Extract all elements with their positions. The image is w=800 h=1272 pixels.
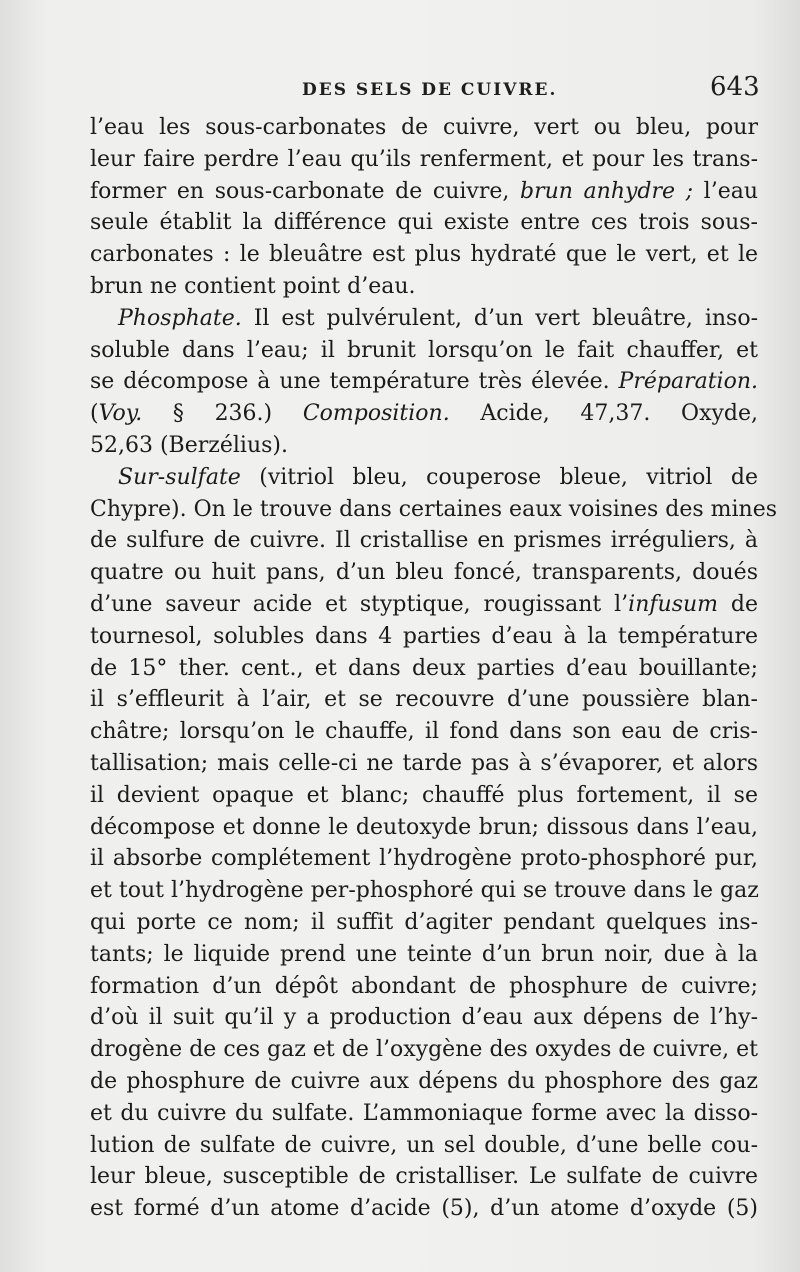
text-run: quatre ou huit pans, d’un bleu foncé, transparents, doués (90, 560, 758, 586)
text-line (90, 748, 758, 780)
text-run: tants; le liquide prend une teinte d’un brun noir, due à la (90, 941, 758, 967)
text-run: décompose et donne le deutoxyde brun; dissous dans l’eau, (90, 814, 758, 840)
body-text (90, 112, 778, 1225)
italic-run: Préparation. (618, 369, 758, 395)
text-line (90, 684, 758, 716)
text-line (90, 1002, 758, 1034)
text-line (90, 780, 758, 812)
text-line (90, 239, 758, 271)
text-line (90, 939, 758, 971)
text-run: et tout l’hydrogène per-phosphoré qui se trouve dans le gaz (90, 878, 759, 904)
text-line (90, 971, 758, 1003)
page-header (0, 72, 800, 106)
text-run: il s’effleurit à l’air, et se recouvre d’une poussière blan- (90, 687, 758, 713)
italic-run: infusum (628, 591, 719, 617)
text-run: qui porte ce nom; il suffit d’agiter pendant quelques ins- (90, 909, 758, 935)
text-run: et du cuivre du sulfate. L’ammoniaque forme avec la disso- (90, 1100, 758, 1126)
text-line (90, 557, 758, 589)
text-line (90, 1034, 758, 1066)
text-run: ( (90, 401, 99, 427)
text-run: de 15° ther. cent., et dans deux parties d’eau bouillante; (90, 655, 758, 681)
text-run: il devient opaque et blanc; chauffé plus fortement, il se (90, 782, 758, 808)
text-run: 52,63 (Berzélius). (90, 432, 288, 458)
text-run: d’une saveur acide et styptique, rougissant l’ (90, 591, 629, 617)
text-line (90, 907, 758, 939)
text-line (90, 1161, 758, 1193)
text-line (90, 462, 758, 494)
text-run: d’où il suit qu’il y a production d’eau aux dépens de l’hy- (90, 1005, 758, 1031)
text-run: se décompose à une température très élevée. (90, 369, 619, 395)
text-line (90, 144, 758, 176)
text-line (90, 525, 758, 557)
text-run: l’eau (693, 178, 759, 204)
text-line (90, 430, 758, 462)
text-line (90, 1066, 758, 1098)
text-run: § 236.) (142, 401, 303, 427)
text-run: seule établit la différence qui existe entre ces trois sous- (90, 210, 758, 236)
text-run: châtre; lorsqu’on le chauffe, il fond dans son eau de cris- (90, 719, 758, 745)
text-line (90, 494, 778, 526)
text-line (90, 1130, 758, 1162)
text-line (90, 812, 758, 844)
text-run: tallisation; mais celle-ci ne tarde pas à s’évaporer, et alors (90, 750, 758, 776)
text-run: leur bleue, susceptible de cristalliser. Le sulfate de cuivre (90, 1164, 758, 1190)
text-run: est formé d’un atome d’acide (5), d’un atome d’oxyde (5) (90, 1196, 758, 1222)
text-run: Chypre). On le trouve dans certaines eaux voisines des mines (90, 496, 778, 522)
text-run: soluble dans l’eau; il brunit lorsqu’on le fait chauffer, et (90, 337, 758, 363)
text-line (90, 1098, 758, 1130)
italic-run: Phosphate. (118, 305, 242, 331)
text-run: former en sous-carbonate de cuivre, (90, 178, 520, 204)
text-line (90, 271, 758, 303)
text-line (90, 176, 758, 208)
text-line (90, 335, 758, 367)
text-run: leur faire perdre l’eau qu’ils renferment, et pour les trans- (90, 146, 758, 172)
running-title: DES SELS DE CUIVRE. (302, 80, 558, 100)
text-line (90, 398, 758, 430)
text-line (90, 589, 758, 621)
italic-run: Composition. (302, 401, 450, 427)
text-run: carbonates : le bleuâtre est plus hydraté que le vert, et le (90, 242, 758, 268)
text-run: l’eau les sous-carbonates de cuivre, vert ou bleu, pour (90, 115, 758, 140)
text-line (90, 843, 758, 875)
text-run: (vitriol bleu, couperose bleue, vitriol de (240, 464, 758, 490)
italic-run: Voy. (98, 401, 143, 427)
text-run: lution de sulfate de cuivre, un sel double, d’une belle cou- (90, 1132, 758, 1158)
text-line (90, 1193, 758, 1225)
text-line (90, 716, 758, 748)
text-line (90, 207, 758, 239)
text-run: de (718, 591, 758, 617)
text-run: formation d’un dépôt abondant de phosphure de cuivre; (90, 973, 758, 999)
text-run: tournesol, solubles dans 4 parties d’eau à la température (90, 623, 758, 649)
text-line (90, 875, 758, 907)
text-run: Acide, 47,37. Oxyde, (449, 401, 759, 427)
text-run: de sulfure de cuivre. Il cristallise en prismes irréguliers, à (90, 528, 758, 554)
text-line (90, 303, 758, 335)
text-run: il absorbe complétement l’hydrogène proto-phosphoré pur, (90, 846, 758, 872)
italic-run: brun anhydre ; (519, 178, 694, 204)
text-run: Il est pulvérulent, d’un vert bleuâtre, inso- (241, 305, 758, 331)
text-line (90, 112, 758, 144)
text-run: brun ne contient point d’eau. (90, 273, 416, 299)
text-line (90, 621, 758, 653)
page-number: 643 (710, 72, 760, 102)
italic-run: Sur-sulfate (118, 464, 241, 490)
text-run: drogène de ces gaz et de l’oxygène des oxydes de cuivre, et (90, 1037, 758, 1063)
text-line (90, 653, 758, 685)
text-run: de phosphure de cuivre aux dépens du phosphore des gaz (90, 1068, 758, 1094)
text-line (90, 366, 758, 398)
